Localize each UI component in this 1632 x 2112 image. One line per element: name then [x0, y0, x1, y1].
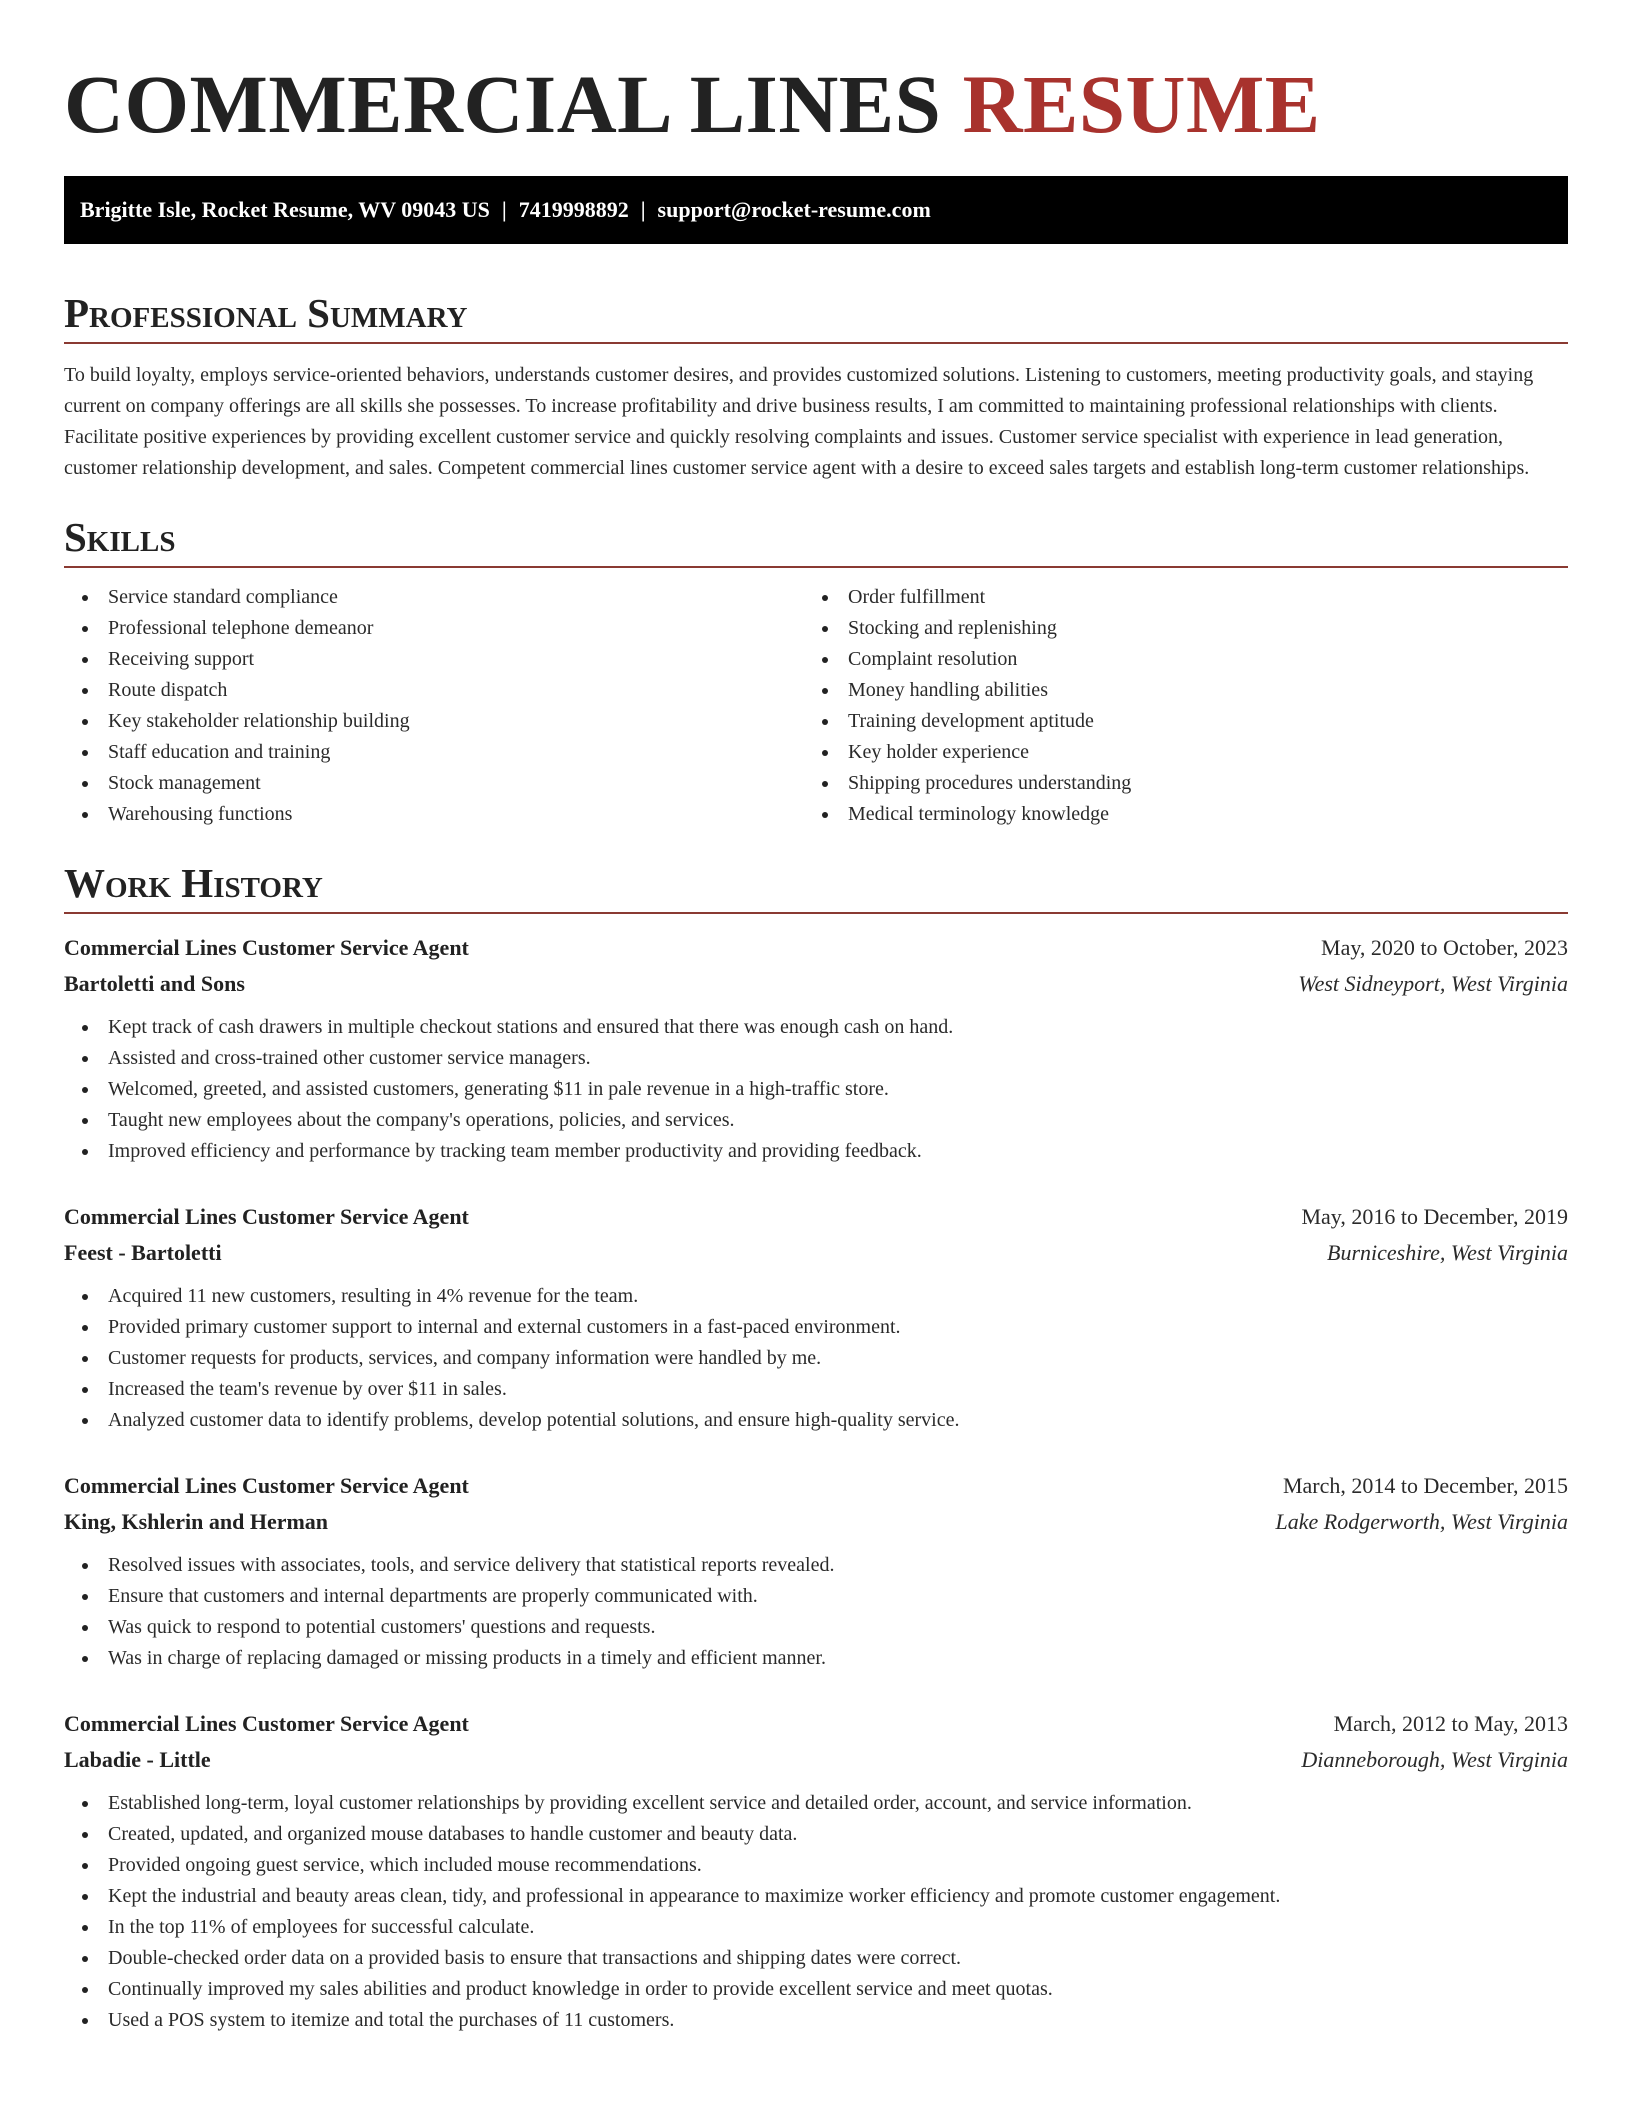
job-bullet: Increased the team's revenue by over $11 in sales. [64, 1374, 1568, 1405]
work-history-heading: Work History [64, 860, 323, 906]
job-bullets [64, 1550, 1568, 1674]
job-title: Commercial Lines Customer Service Agent [64, 935, 469, 960]
summary-text: To build loyalty, employs service-oriented behaviors, understands customer desires, and provides customized solutions. Listening to customers, meeting productivity goals, and staying current on company offerings are all skills she possesses. To increase profitability and drive business results, I am committed to maintaining professional relationships with clients. Facilitate positive experiences by providing excellent customer service and quickly resolving complaints and issues. Customer service specialist with experience in lead generation, customer relationship development, and sales. Competent commercial lines customer service agent with a desire to exceed sales targets and establish long-term customer relationships. [64, 364, 1534, 479]
job-company: Bartoletti and Sons [64, 971, 245, 996]
title-main: COMMERCIAL LINES [64, 58, 942, 150]
job-bullet: Resolved issues with associates, tools, and service delivery that statistical reports revealed. [64, 1550, 1568, 1581]
job-entry [64, 1468, 1568, 1674]
skill-item: Money handling abilities [804, 675, 1544, 706]
contact-email[interactable]: support@rocket-resume.com [657, 197, 931, 222]
section-divider [64, 342, 1568, 344]
job-location: Burniceshire, West Virginia [1327, 1240, 1568, 1265]
job-title: Commercial Lines Customer Service Agent [64, 1204, 469, 1229]
job-company-row [64, 1742, 1568, 1778]
job-company: Feest - Bartoletti [64, 1240, 222, 1265]
job-header-row [64, 1199, 1568, 1235]
job-bullet: Used a POS system to itemize and total the purchases of 11 customers. [64, 2005, 1568, 2036]
job-bullet: Double-checked order data on a provided basis to ensure that transactions and shipping dates were correct. [64, 1943, 1568, 1974]
title-accent: RESUME [962, 58, 1321, 150]
skill-item: Staff education and training [64, 737, 804, 768]
job-bullet: Assisted and cross-trained other customer service managers. [64, 1043, 1568, 1074]
contact-phone[interactable]: 7419998892 [518, 197, 629, 222]
job-company-row [64, 966, 1568, 1002]
job-dates: May, 2016 to December, 2019 [1301, 1204, 1568, 1229]
job-bullet: Taught new employees about the company's operations, policies, and services. [64, 1105, 1568, 1136]
summary-section [64, 288, 1568, 484]
job-bullets [64, 1012, 1568, 1167]
work-history-section [64, 858, 1568, 2036]
summary-heading: Professional Summary [64, 290, 468, 336]
job-bullet: Analyzed customer data to identify problems, develop potential solutions, and ensure high-quality service. [64, 1405, 1568, 1436]
job-header-row [64, 930, 1568, 966]
job-bullet: In the top 11% of employees for successful calculate. [64, 1912, 1568, 1943]
job-bullet: Customer requests for products, services, and company information were handled by me. [64, 1343, 1568, 1374]
skills-column-right [804, 582, 1544, 830]
resume-page [64, 0, 1568, 2036]
job-company: King, Kshlerin and Herman [64, 1509, 329, 1534]
skill-item: Stock management [64, 768, 804, 799]
skill-item: Route dispatch [64, 675, 804, 706]
job-entry [64, 930, 1568, 1167]
job-bullets [64, 1281, 1568, 1436]
skill-item: Complaint resolution [804, 644, 1544, 675]
skill-item: Training development aptitude [804, 706, 1544, 737]
job-bullet: Continually improved my sales abilities and product knowledge in order to provide excellent service and meet quotas. [64, 1974, 1568, 2005]
skill-item: Warehousing functions [64, 799, 804, 830]
skill-item: Order fulfillment [804, 582, 1544, 613]
job-bullet: Improved efficiency and performance by tracking team member productivity and providing feedback. [64, 1136, 1568, 1167]
skill-item: Receiving support [64, 644, 804, 675]
section-divider [64, 566, 1568, 568]
job-title: Commercial Lines Customer Service Agent [64, 1473, 469, 1498]
contact-separator: | [640, 197, 646, 222]
job-bullet: Kept the industrial and beauty areas clean, tidy, and professional in appearance to maximize worker efficiency and promote customer engagement. [64, 1881, 1568, 1912]
job-bullet: Acquired 11 new customers, resulting in 4% revenue for the team. [64, 1281, 1568, 1312]
contact-separator: | [501, 197, 507, 222]
job-location: West Sidneyport, West Virginia [1298, 971, 1568, 996]
section-divider [64, 912, 1568, 914]
job-bullet: Was quick to respond to potential customers' questions and requests. [64, 1612, 1568, 1643]
job-dates: March, 2014 to December, 2015 [1282, 1473, 1568, 1498]
job-entry [64, 1199, 1568, 1436]
skill-item: Service standard compliance [64, 582, 804, 613]
skill-item: Shipping procedures understanding [804, 768, 1544, 799]
job-bullet: Provided ongoing guest service, which included mouse recommendations. [64, 1850, 1568, 1881]
job-bullet: Welcomed, greeted, and assisted customers, generating $11 in pale revenue in a high-traffic store. [64, 1074, 1568, 1105]
job-company-row [64, 1235, 1568, 1271]
job-dates: May, 2020 to October, 2023 [1321, 935, 1568, 960]
skill-item: Key holder experience [804, 737, 1544, 768]
skill-item: Professional telephone demeanor [64, 613, 804, 644]
skill-item: Stocking and replenishing [804, 613, 1544, 644]
resume-title [64, 0, 1568, 152]
job-bullet: Kept track of cash drawers in multiple checkout stations and ensured that there was enough cash on hand. [64, 1012, 1568, 1043]
job-company: Labadie - Little [64, 1747, 211, 1772]
skills-grid [64, 582, 1568, 830]
job-bullet: Created, updated, and organized mouse databases to handle customer and beauty data. [64, 1819, 1568, 1850]
contact-bar [64, 176, 1568, 244]
contact-address: Brigitte Isle, Rocket Resume, WV 09043 US [80, 197, 490, 222]
skills-heading: Skills [64, 514, 176, 560]
job-bullets [64, 1788, 1568, 2036]
skills-section [64, 512, 1568, 830]
job-dates: March, 2012 to May, 2013 [1333, 1711, 1568, 1736]
job-entry [64, 1706, 1568, 2036]
skills-column-left [64, 582, 804, 830]
job-bullet: Provided primary customer support to internal and external customers in a fast-paced environment. [64, 1312, 1568, 1343]
job-bullet: Was in charge of replacing damaged or missing products in a timely and efficient manner. [64, 1643, 1568, 1674]
skill-item: Medical terminology knowledge [804, 799, 1544, 830]
job-location: Dianneborough, West Virginia [1301, 1747, 1568, 1772]
job-bullet: Established long-term, loyal customer relationships by providing excellent service and detailed order, account, and service information. [64, 1788, 1568, 1819]
job-header-row [64, 1706, 1568, 1742]
job-title: Commercial Lines Customer Service Agent [64, 1711, 469, 1736]
job-location: Lake Rodgerworth, West Virginia [1275, 1509, 1568, 1534]
job-bullet: Ensure that customers and internal departments are properly communicated with. [64, 1581, 1568, 1612]
job-header-row [64, 1468, 1568, 1504]
job-company-row [64, 1504, 1568, 1540]
skill-item: Key stakeholder relationship building [64, 706, 804, 737]
